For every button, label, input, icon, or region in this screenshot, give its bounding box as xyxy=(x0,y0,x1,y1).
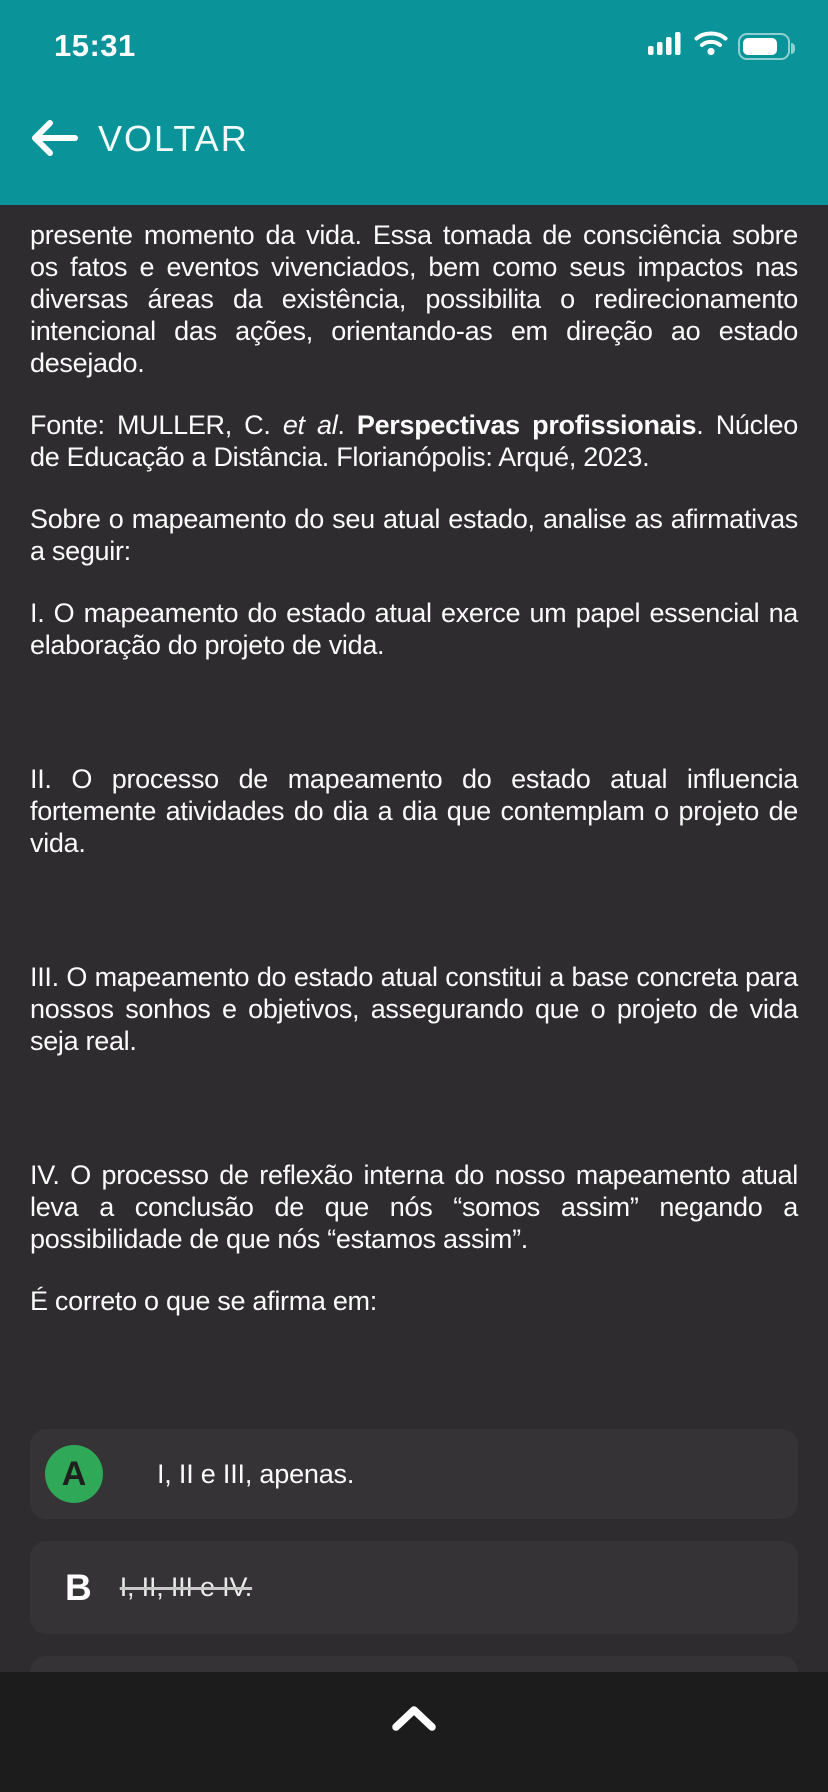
expand-options-button[interactable] xyxy=(387,1702,441,1739)
back-arrow-icon xyxy=(30,119,78,160)
status-time: 15:31 xyxy=(54,28,136,63)
question-prompt: Sobre o mapeamento do seu atual estado, analise as afirmativas a seguir: xyxy=(30,504,798,566)
statement-3: III. O mapeamento do estado atual constitui a base concreta para nossos sonhos e objetivos, assegurando que o projeto de vida seja real. xyxy=(30,962,798,1056)
status-bar xyxy=(0,22,828,70)
statement-1: I. O mapeamento do estado atual exerce um papel essencial na elaboração do projeto de vida. xyxy=(30,598,798,660)
bottom-bar xyxy=(0,1672,828,1792)
question-paragraph: presente momento da vida. Essa tomada de consciência sobre os fatos e eventos vivenciados, bem como seus impactos nas diversas áreas da existência, possibilita o redirecionamento intencional das ações, orientando-as em direção ao estado desejado. xyxy=(30,220,798,378)
battery-fill xyxy=(743,38,777,55)
signal-strength-icon xyxy=(648,32,684,61)
option-b[interactable] xyxy=(30,1541,798,1634)
option-b-text: I, II, III e IV. xyxy=(119,1572,253,1602)
option-a[interactable] xyxy=(30,1429,798,1519)
option-a-selected-badge: A xyxy=(45,1445,103,1503)
statement-4: IV. O processo de reflexão interna do nosso mapeamento atual leva a conclusão de que nós “somos assim” negando a possibilidade de que nós “estamos assim”. xyxy=(30,1160,798,1254)
chevron-up-icon xyxy=(387,1702,441,1739)
battery-icon xyxy=(738,33,790,60)
source-prefix: Fonte: MULLER, C. xyxy=(30,410,283,440)
question-closing: É correto o que se afirma em: xyxy=(30,1286,377,1316)
source-title: Perspectivas profissionais xyxy=(356,410,697,440)
wifi-icon xyxy=(694,31,728,61)
source-paragraph xyxy=(30,409,798,473)
statement-2: II. O processo de mapeamento do estado atual influencia fortemente atividades do dia a dia que contemplam o projeto de vida. xyxy=(30,764,798,858)
status-icons xyxy=(648,31,790,61)
option-a-text: I, II e III, apenas. xyxy=(157,1458,355,1489)
source-suffix: . Núcleo de Educação a Distância. Florianópolis: Arqué, 2023. xyxy=(30,410,798,472)
back-button[interactable] xyxy=(30,118,249,160)
options-list xyxy=(30,1429,798,1702)
back-button-label: VOLTAR xyxy=(98,118,249,159)
battery-nub xyxy=(791,43,795,54)
source-separator: . xyxy=(337,410,357,440)
app-header xyxy=(0,0,828,205)
question-scroll-area[interactable] xyxy=(0,205,828,1792)
source-et-al: et al xyxy=(282,410,338,440)
option-b-letter: B xyxy=(65,1566,92,1608)
